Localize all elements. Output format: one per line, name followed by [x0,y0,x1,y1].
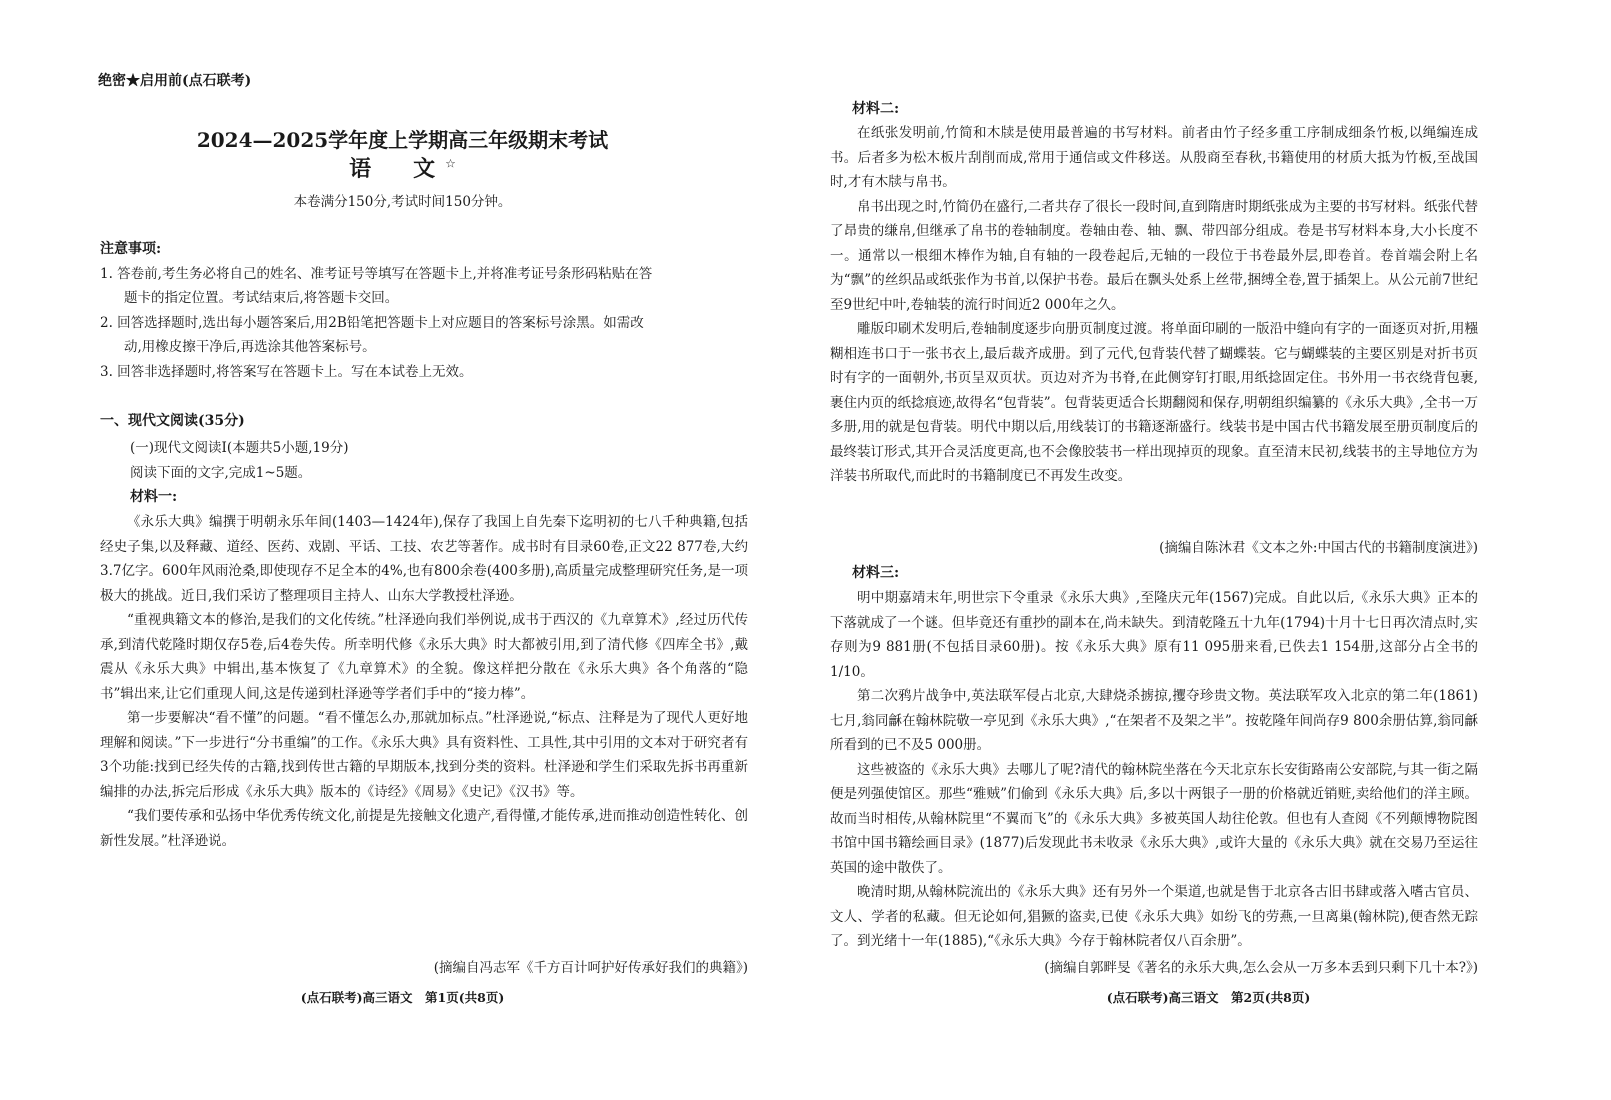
paragraph: 帛书出现之时,竹简仍在盛行,二者共存了很长一段时间,直到隋唐时期纸张成为主要的书写材料。纸张代替了昂贵的缣帛,但继承了帛书的卷轴制度。卷轴由卷、轴、飘、带四部分组成。卷是书写材料本身,大小长度不一。通常以一根细木棒作为轴,自有轴的一段卷起后,无轴的一段位于书卷最外层,即卷首。卷首端会附上名为“飘”的丝织品或纸张作为书首,以保护书卷。最后在飘头处系上丝带,捆缚全卷,置于插架上。从公元前7世纪至9世纪中叶,卷轴装的流行时间近2 000年之久。 [830,198,1478,313]
material-1-text [100,510,748,853]
paragraph: “我们要传承和弘扬中华优秀传统文化,前提是先接触文化遗产,看得懂,才能传承,进而推动创造性转化、创新性发展。”杜泽逊说。 [100,808,748,849]
page-footer: (点石联考)高三语文 第1页(共8页) [300,990,505,1005]
material-2-text [830,121,1478,489]
notice-line: 1. 答卷前,考生务必将自己的姓名、准考证号等填写在答题卡上,并将准考证号条形码粘贴在答 [100,266,653,282]
notice-line: 2. 回答选择题时,选出每小题答案后,用2B铅笔把答题卡上对应题目的答案标号涂黑。如需改 [100,315,644,331]
subject-name: 语 文 [349,156,446,182]
material-3-label: 材料三: [852,565,900,581]
confidential-label: 绝密★启用前(点石联考) [98,73,252,89]
material-1-label: 材料一: [130,489,178,505]
paragraph: 晚清时期,从翰林院流出的《永乐大典》还有另外一个渠道,也就是售于北京各古旧书肆或落入嗜古官员、文人、学者的私藏。但无论如何,猖獗的盗卖,已使《永乐大典》如纷飞的劳燕,一旦离巢(翰林院),便杳然无踪了。到光绪十一年(1885),“《永乐大典》今存于翰林院者仅八百余册”。 [830,884,1478,949]
paragraph: 《永乐大典》编撰于明朝永乐年间(1403—1424年),保存了我国上自先秦下迄明初的七八千种典籍,包括经史子集,以及释藏、道经、医药、戏剧、平话、工技、农艺等著作。成书时有目录60卷,正文22 877卷,大约3.7亿字。600年风雨沧桑,即使现存不足全本的4%,也有800余卷(400多册),高质量完成整理研究任务,是一项极大的挑战。近日,我们采访了整理项目主持人、山东大学教授杜泽逊。 [100,514,748,604]
notice-line: 题卡的指定位置。考试结束后,将答题卡交回。 [124,290,399,306]
material-2-source: (摘编自陈沐君《文本之外:中国古代的书籍制度演进》) [1159,540,1478,556]
material-2-label: 材料二: [852,101,900,117]
exam-title: 2024—2025学年度上学期高三年级期末考试 [196,128,609,152]
material-3-source: (摘编自郭畔旻《著名的永乐大典,怎么会从一万多本丢到只剩下几十本?》) [1044,960,1478,976]
paragraph: 这些被盗的《永乐大典》去哪儿了呢?清代的翰林院坐落在今天北京东长安街路南公安部院,与其一街之隔便是列强使馆区。那些“雅贼”们偷到《永乐大典》后,多以十两银子一册的价格就近销赃,卖给他们的洋主顾。故而当时相传,从翰林院里“不翼而飞”的《永乐大典》多被英国人劫往伦敦。但也有人查阅《不列颠博物院图书馆中国书籍绘画目录》(1877)后发现此书未收录《永乐大典》,或许大量的《永乐大典》就在交易乃至运往英国的途中散佚了。 [830,761,1478,876]
material-1-source: (摘编自冯志军《千方百计呵护好传承好我们的典籍》) [433,960,748,976]
paragraph: 第二次鸦片战争中,英法联军侵占北京,大肆烧杀掳掠,攫夺珍贵文物。英法联军攻入北京的第二年(1861)七月,翁同龢在翰林院敬一亭见到《永乐大典》,“在架者不及架之半”。按乾隆年间尚存9 800余册估算,翁同龢所看到的已不及5 000册。 [830,688,1478,753]
paragraph: 第一步要解决“看不懂”的问题。“看不懂怎么办,那就加标点。”杜泽逊说,“标点、注释是为了现代人更好地理解和阅读。”下一步进行“分书重编”的工作。《永乐大典》具有资料性、工具性,其中引用的文本对于研究者有3个功能:找到已经失传的古籍,找到传世古籍的早期版本,找到分类的资料。杜泽逊和学生们采取先拆书再重新编排的办法,拆完后形成《永乐大典》版本的《诗经》《周易》《史记》《汉书》等。 [100,710,748,800]
section-title: 一、现代文阅读(35分) [100,413,245,429]
reading-instruction: 阅读下面的文字,完成1~5题。 [130,465,312,481]
material-3-text [830,586,1478,954]
paragraph: 明中期嘉靖末年,明世宗下令重录《永乐大典》,至隆庆元年(1567)完成。自此以后,《永乐大典》正本的下落就成了一个谜。但毕竟还有重抄的副本在,尚未缺失。到清乾隆五十九年(1794)十月十七日再次清点时,实存则为9 881册(不包括目录60册)。按《永乐大典》原有11 095册来看,已佚去1 154册,这部分占全书的1/10。 [830,590,1478,680]
paragraph: “重视典籍文本的修治,是我们的文化传统。”杜泽逊向我们举例说,成书于西汉的《九章算术》,经过历代传承,到清代乾隆时期仅存5卷,后4卷失传。所幸明代修《永乐大典》时大都被引用,到了清代修《四库全书》,戴震从《永乐大典》中辑出,基本恢复了《九章算术》的全貌。像这样把分散在《永乐大典》各个角落的“隐书”辑出来,让它们重现人间,这是传递到杜泽逊等学者们手中的“接力棒”。 [100,612,748,702]
subject-mark: ☆ [445,156,456,171]
notice-line: 3. 回答非选择题时,将答案写在答题卡上。写在本试卷上无效。 [100,364,473,380]
exam-info: 本卷满分150分,考试时间150分钟。 [293,194,512,210]
notice-line: 动,用橡皮擦干净后,再选涂其他答案标号。 [124,339,376,355]
exam-page-2 [806,0,1611,1100]
paragraph: 雕版印刷术发明后,卷轴制度逐步向册页制度过渡。将单面印刷的一版沿中缝向有字的一面逐页对折,用糨糊相连书口于一张书衣上,最后裁齐成册。到了元代,包背装代替了蝴蝶装。它与蝴蝶装的主要区别是对折书页时有字的一面朝外,书页呈双页状。页边对齐为书脊,在此侧穿钉打眼,用纸捻固定住。书外用一书衣绕背包裹,裹住内页的纸捻痕迹,故得名“包背装”。包背装更适合长期翻阅和保存,明朝组织编纂的《永乐大典》,全书一万多册,用的就是包背装。明代中期以后,用线装订的书籍逐渐盛行。线装书是中国古代书籍发展至册页制度后的最终装订形式,其开合灵活度更高,也不会像胶装书一样出现掉页的现象。直至清末民初,线装书的主导地位方为洋装书所取代,而此时的书籍制度已不再发生改变。 [830,321,1478,484]
subject-title [0,152,805,183]
exam-page-1 [0,0,805,1100]
paragraph: 在纸张发明前,竹简和木牍是使用最普遍的书写材料。前者由竹子经多重工序制成细条竹板,以绳编连成书。后者多为松木板片刮削而成,常用于通信或文件移送。从殷商至春秋,书籍使用的材质大抵为竹板,至战国时,才有木牍与帛书。 [830,125,1478,190]
subsection-title: (一)现代文阅读Ⅰ(本题共5小题,19分) [130,440,349,456]
notice-title: 注意事项: [100,241,162,257]
page-footer: (点石联考)高三语文 第2页(共8页) [1106,990,1311,1005]
